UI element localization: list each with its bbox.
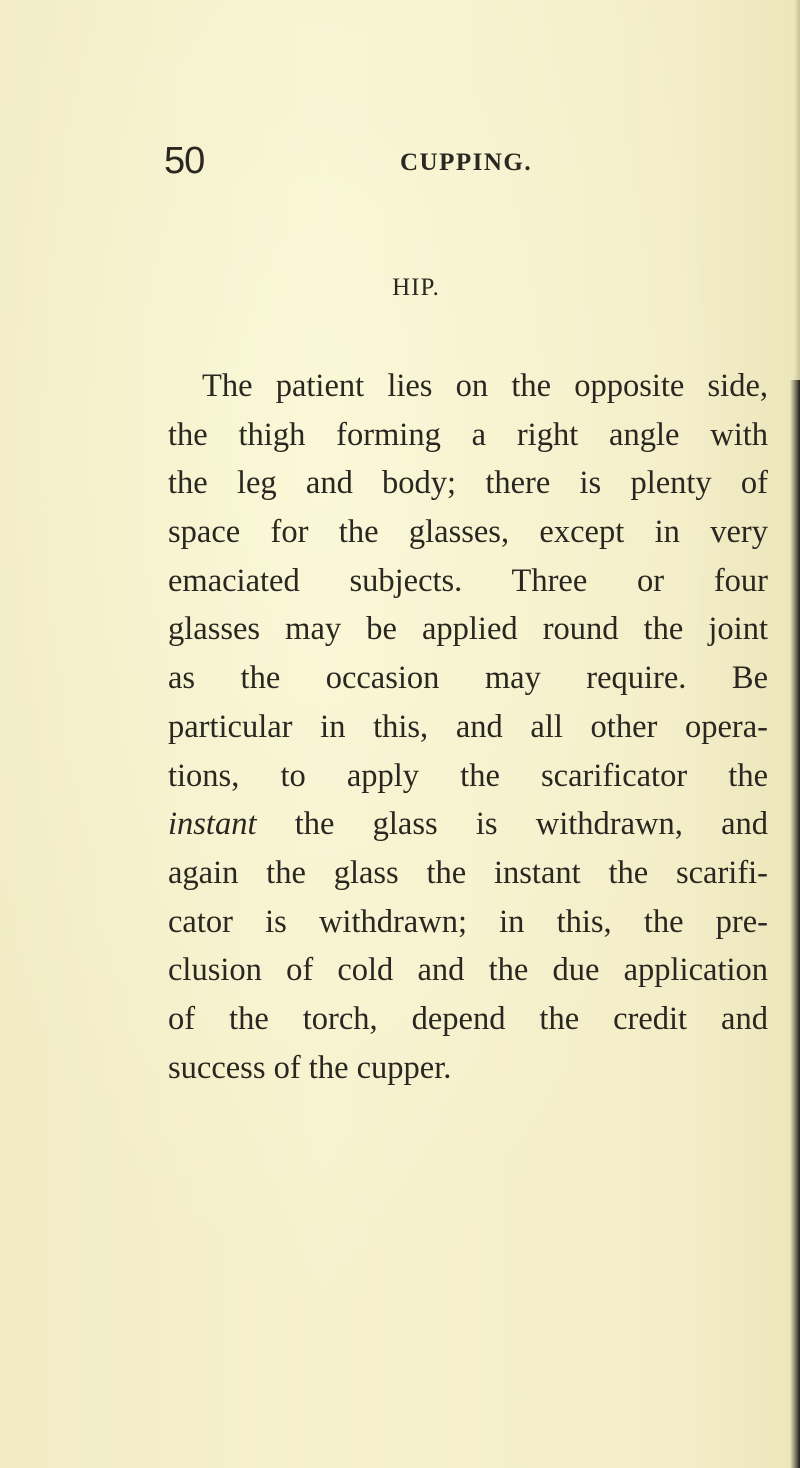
- text-line: particular in this, and all other opera-: [168, 708, 768, 745]
- text-line: of the torch, depend the credit and: [168, 1000, 768, 1037]
- body-paragraph: [168, 362, 768, 1092]
- text-line: The patient lies on the opposite side,: [202, 368, 768, 404]
- text-line: success of the cupper.: [168, 1049, 452, 1086]
- text-line: the leg and body; there is plenty of: [168, 465, 768, 502]
- text-line: space for the glasses, except in very: [168, 514, 768, 551]
- italic-word: instant: [168, 806, 257, 843]
- section-title: HIP.: [392, 274, 440, 301]
- page-number: 50: [164, 140, 205, 182]
- page-header: [0, 141, 800, 181]
- page-edge-shadow: [790, 380, 800, 1468]
- text-line: clusion of cold and the due application: [168, 952, 768, 989]
- text-line: emaciated subjects. Three or four: [168, 562, 768, 599]
- page-edge-shadow-top: [794, 0, 800, 380]
- text-line: as the occasion may require. Be: [168, 660, 768, 697]
- text-line: tions, to apply the scarificator the: [168, 757, 768, 794]
- text-line: instant the glass is withdrawn, and: [168, 806, 768, 843]
- text-line: the thigh forming a right angle with: [168, 416, 768, 453]
- text-line: again the glass the instant the scarifi-: [168, 854, 768, 891]
- text-line: cator is withdrawn; in this, the pre-: [168, 903, 768, 940]
- running-head: CUPPING.: [400, 149, 533, 176]
- text-line: glasses may be applied round the joint: [168, 611, 768, 648]
